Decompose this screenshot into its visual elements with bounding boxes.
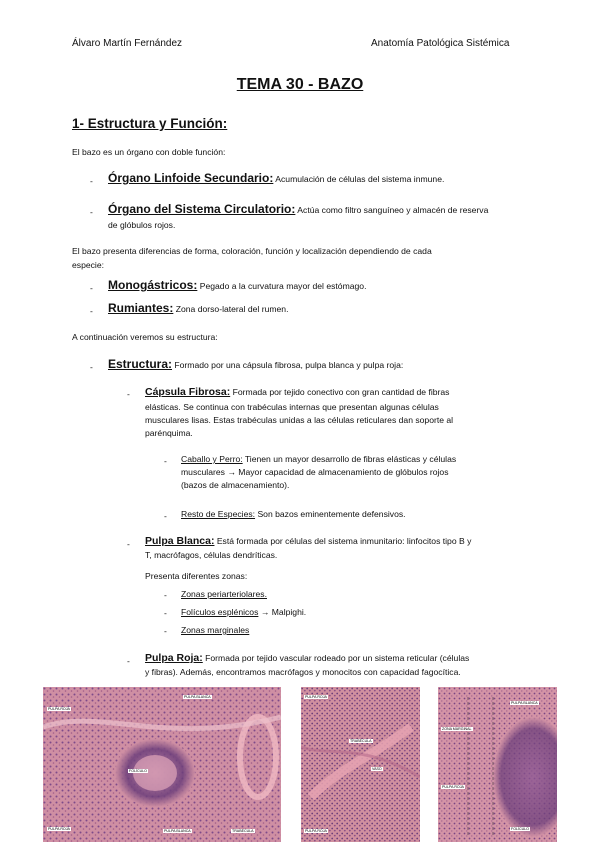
structure-item	[108, 358, 403, 372]
function-text: Acumulación de células del sistema inmune.	[275, 174, 445, 184]
bullet-dash: -	[127, 389, 130, 399]
species-text: Pegado a la curvatura mayor del estómago.	[199, 281, 367, 291]
bullet-dash: -	[90, 176, 93, 186]
image-label: PULPA ROJA	[48, 707, 70, 711]
bullet-dash: -	[90, 207, 93, 217]
white-pulp-term: Pulpa Blanca:	[145, 535, 215, 547]
bullet-dash: -	[164, 608, 167, 618]
function-term: Órgano Linfoide Secundario:	[108, 171, 274, 185]
capsule-sub-item	[181, 508, 406, 521]
species-text: Zona dorso-lateral del rumen.	[175, 304, 289, 314]
zones-intro: Presenta diferentes zonas:	[145, 571, 248, 581]
image-label: FOLÍCULO	[511, 827, 529, 831]
capsule-term: Cápsula Fibrosa:	[145, 386, 231, 398]
white-pulp-item	[145, 535, 471, 548]
image-label: PULPA BLANCA	[511, 701, 538, 705]
histology-image-marginal-zone	[438, 687, 557, 842]
zone-term: Zonas marginales	[181, 625, 250, 635]
image-label: PULPA BLANCA	[164, 829, 191, 833]
capsule-sub-item	[181, 453, 456, 466]
bullet-dash: -	[90, 306, 93, 316]
image-label: PULPA ROJA	[442, 785, 464, 789]
zone-term: Folículos esplénicos	[181, 607, 259, 617]
intro-text: El bazo es un órgano con doble función:	[72, 147, 226, 157]
function-item	[108, 172, 444, 186]
bullet-dash: -	[164, 511, 167, 521]
bullet-dash: -	[127, 656, 130, 666]
image-label: PULPA ROJA	[48, 827, 70, 831]
bullet-dash: -	[164, 590, 167, 600]
function-term: Órgano del Sistema Circulatorio:	[108, 202, 296, 216]
structure-term: Estructura:	[108, 357, 173, 371]
red-pulp-term: Pulpa Roja:	[145, 652, 203, 664]
histology-image-red-pulp	[301, 687, 420, 842]
capsule-sub-term: Caballo y Perro:	[181, 454, 243, 464]
capsule-text: Formada por tejido conectivo con gran cantidad de fibras	[232, 387, 450, 397]
structure-text: Formado por una cápsula fibrosa, pulpa blanca y pulpa roja:	[174, 360, 404, 370]
header-author: Álvaro Martín Fernández	[72, 38, 183, 49]
image-label: VASO	[372, 767, 382, 771]
zone-item	[181, 606, 306, 619]
zone-item	[181, 624, 249, 637]
bullet-dash: -	[164, 626, 167, 636]
header-course: Anatomía Patológica Sistémica	[371, 38, 510, 49]
capsule-text-line: parénquima.	[145, 428, 193, 438]
image-label: ZONA MARGINAL	[442, 727, 472, 731]
continue-text: A continuación veremos su estructura:	[72, 332, 218, 342]
white-pulp-text: Está formada por células del sistema inmunitario: linfocitos tipo B y	[216, 536, 472, 546]
differences-text-cont: especie:	[72, 260, 105, 270]
tissue-texture	[438, 687, 557, 842]
tissue-texture	[43, 687, 281, 842]
page-title: TEMA 30 - BAZO	[236, 76, 364, 93]
species-item	[108, 302, 288, 316]
tissue-texture	[301, 687, 420, 842]
zone-text: → Malpighi.	[258, 607, 307, 617]
image-label: FOLÍCULO	[129, 769, 147, 773]
white-pulp-text-line: T, macrófagos, células dendríticas.	[145, 550, 278, 560]
zone-item	[181, 588, 267, 601]
differences-text: El bazo presenta diferencias de forma, coloración, función y localización dependiendo de cada	[72, 246, 432, 256]
image-label: PULPA ROJA	[305, 829, 327, 833]
red-pulp-text: Formada por tejido vascular rodeado por un sistema reticular (células	[205, 653, 470, 663]
capsule-sub-text: Tienen un mayor desarrollo de fibras elásticas y células	[244, 454, 457, 464]
image-label: TRABÉCULA	[232, 829, 254, 833]
image-label: PULPA BLANCA	[184, 695, 211, 699]
image-label: PULPA ROJA	[305, 695, 327, 699]
capsule-sub-text-line: (bazos de almacenamiento).	[181, 480, 290, 490]
image-label: TRABÉCULA	[350, 739, 372, 743]
capsule-sub-text-line: musculares → Mayor capacidad de almacenamiento de glóbulos rojos	[181, 467, 449, 477]
section-heading: 1- Estructura y Función:	[72, 116, 228, 131]
species-term: Monogástricos:	[108, 278, 198, 292]
bullet-dash: -	[90, 283, 93, 293]
capsule-text-line: musculares lisas. Estas trabéculas unidas a las células reticulares dan soporte al	[145, 415, 454, 425]
zone-term: Zonas periarteriolares.	[181, 589, 267, 599]
bullet-dash: -	[127, 539, 130, 549]
capsule-text-line: elásticas. Se continua con trabéculas internas que presentan algunas células	[145, 402, 439, 412]
capsule-sub-term: Resto de Especies:	[181, 509, 256, 519]
species-item	[108, 279, 366, 293]
capsule-item	[145, 386, 449, 399]
capsule-sub-text: Son bazos eminentemente defensivos.	[257, 509, 406, 519]
bullet-dash: -	[164, 456, 167, 466]
function-text-cont: de glóbulos rojos.	[108, 220, 176, 230]
histology-image-spleen-overview	[43, 687, 281, 842]
species-term: Rumiantes:	[108, 301, 174, 315]
red-pulp-text-line: y fibras). Además, encontramos macrófagos y monocitos con capacidad fagocítica.	[145, 667, 461, 677]
function-text: Actúa como filtro sanguíneo y almacén de reserva	[297, 205, 489, 215]
function-item	[108, 203, 488, 217]
bullet-dash: -	[90, 362, 93, 372]
red-pulp-item	[145, 652, 469, 665]
